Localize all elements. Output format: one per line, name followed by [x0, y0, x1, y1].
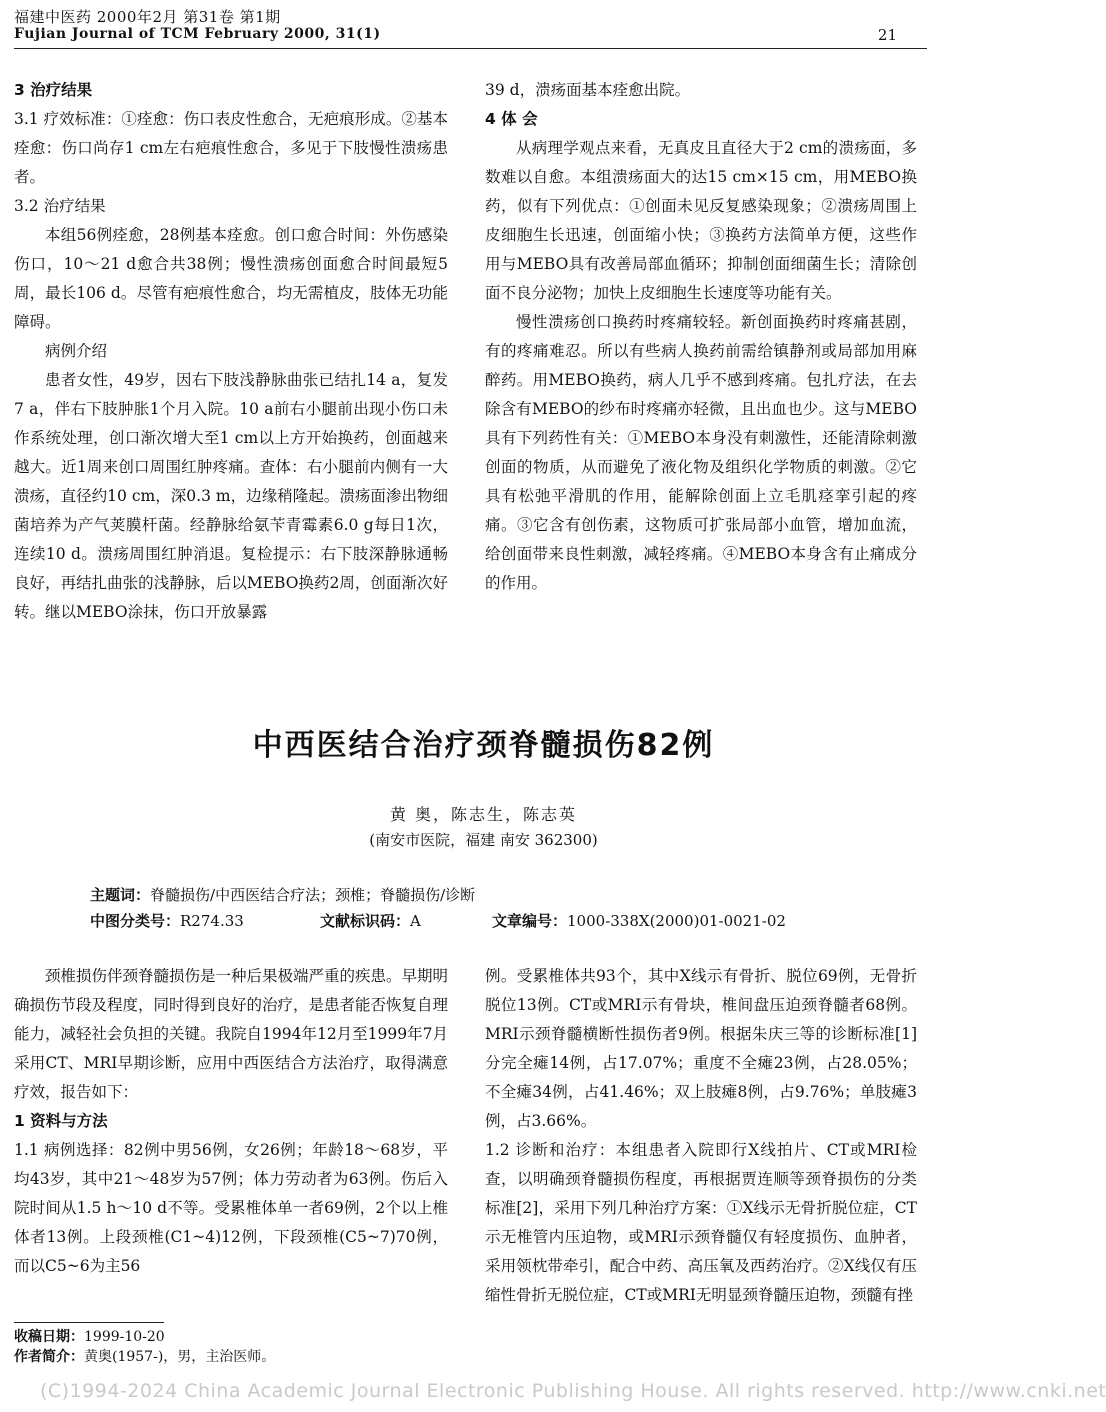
- journal-header-cn: 福建中医药 2000年2月 第31卷 第1期: [14, 8, 281, 26]
- doc-code-label: 文献标识码：: [320, 912, 411, 930]
- header-rule: [14, 48, 927, 49]
- article-affiliation: (南安市医院，福建 南安 362300): [369, 831, 598, 849]
- section-heading: 4 体 会: [485, 110, 538, 128]
- author-bio: [14, 1346, 275, 1366]
- article-no-label: 文章编号：: [492, 912, 568, 930]
- paragraph: 本组56例痊愈，28例基本痊愈。创口愈合时间：外伤感染伤口，10～21 d愈合共38例；慢性溃疡创面愈合时间最短5周，最长106 d。尽管有疤痕性愈合，均无需植皮，肢体无功能障碍。: [14, 226, 448, 331]
- classification-line: [90, 910, 890, 931]
- section-heading: 3 治疗结果: [14, 81, 93, 99]
- clc-value: R274.33: [180, 912, 244, 930]
- received-label: 收稿日期：: [14, 1329, 84, 1345]
- received-date: [14, 1326, 165, 1346]
- body-left-column: [14, 962, 448, 1281]
- section-heading: 1 资料与方法: [14, 1112, 108, 1130]
- page-number: 21: [877, 26, 897, 44]
- author-bio-label: 作者简介：: [14, 1349, 84, 1365]
- paragraph: 1.1 病例选择：82例中男56例，女26例；年龄18～68岁，平均43岁，其中21～48岁为57例；体力劳动者为63例。伤后入院时间从1.5 h～10 d不等。受累椎体单一者69例，2个以上椎体者13例。上段颈椎(C1~4)12例，下段颈椎(C5~7)70例，而以C5~6为主56: [14, 1141, 448, 1275]
- prev-article-right-column: [485, 76, 917, 598]
- paragraph: 颈椎损伤伴颈脊髓损伤是一种后果极端严重的疾患。早期明确损伤节段及程度，同时得到良好的治疗，是患者能否恢复自理能力，减轻社会负担的关键。我院自1994年12月至1999年7月采用CT、MRI早期诊断，应用中西医结合方法治疗，取得满意疗效，报告如下：: [14, 967, 449, 1101]
- doc-code-value: A: [410, 912, 421, 930]
- article-no-value: 1000-338X(2000)01-0021-02: [567, 912, 786, 930]
- paragraph: 慢性溃疡创口换药时疼痛较轻。新创面换药时疼痛甚剧，有的疼痛难忍。所以有些病人换药前需给镇静剂或局部加用麻醉药。用MEBO换药，病人几乎不感到疼痛。包扎疗法，在去除含有MEBO的纱布时疼痛亦轻微，且出血也少。这与MEBO具有下列药性有关：①MEBO本身没有刺激性，还能清除刺激创面的物质，从而避免了液化物及组织化学物质的刺激。②它具有松弛平滑肌的作用，能解除创面上立毛肌痉挛引起的疼痛。③它含有创伤素，这物质可扩张局部小血管，增加血流，给创面带来良性刺激，减轻疼痛。④MEBO本身含有止痛成分的作用。: [485, 313, 917, 592]
- paragraph: 病例介绍: [45, 342, 108, 360]
- journal-header-en: Fujian Journal of TCM February 2000, 31(1): [14, 26, 381, 42]
- footnote-rule: [14, 1322, 164, 1323]
- paragraph: 患者女性，49岁，因右下肢浅静脉曲张已结扎14 a，复发7 a，伴右下肢肿胀1个月入院。10 a前右小腿前出现小伤口未作系统处理，创口渐次增大至1 cm以上方开始换药，创面越来越大。近1周来创口周围红肿疼痛。查体：右小腿前内侧有一大溃疡，直径约10 cm，深0.3 m，边缘稍隆起。溃疡面渗出物细菌培养为产气荚膜杆菌。经静脉给氨苄青霉素6.0 g每日1次，连续10 d。溃疡周围红肿消退。复检提示：右下肢深静脉通畅良好，再结扎曲张的浅静脉，后以MEBO换药2周，创面渐次好转。继以MEBO涂抹，伤口开放暴露: [14, 371, 448, 621]
- article-title: 中西医结合治疗颈脊髓损伤82例: [252, 728, 715, 763]
- keywords-value: 脊髓损伤/中西医结合疗法；颈椎；脊髓损伤/诊断: [150, 886, 476, 904]
- paragraph: 3.1 疗效标准：①痊愈：伤口表皮性愈合，无疤痕形成。②基本痊愈：伤口尚存1 cm左右疤痕性愈合，多见于下肢慢性溃疡患者。: [14, 110, 448, 186]
- prev-article-left-column: [14, 76, 448, 627]
- copyright-watermark: (C)1994-2024 China Academic Journal Electronic Publishing House. All rights reserved. http://www.cnki.net: [40, 1380, 1106, 1402]
- keywords-label: 主题词：: [90, 886, 151, 904]
- paragraph: 39 d，溃疡面基本痊愈出院。: [485, 81, 691, 99]
- received-value: 1999-10-20: [84, 1329, 165, 1345]
- article-authors: 黄 奥，陈志生，陈志英: [389, 805, 578, 824]
- keywords-line: [90, 884, 475, 905]
- paragraph: 从病理学观点来看，无真皮且直径大于2 cm的溃疡面，多数难以自愈。本组溃疡面大的达15 cm×15 cm，用MEBO换药，似有下列优点：①创面未见反复感染现象；②溃疡周围上皮细胞生长迅速，创面缩小快；③换药方法简单方便，这些作用与MEBO具有改善局部血循环；抑制创面细菌生长；清除创面不良分泌物；加快上皮细胞生长速度等功能有关。: [485, 139, 917, 302]
- paragraph: 3.2 治疗结果: [14, 197, 106, 215]
- paragraph: 1.2 诊断和治疗：本组患者入院即行X线拍片、CT或MRI检查，以明确颈脊髓损伤程度，再根据贾连顺等颈脊损伤的分类标准[2]，采用下列几种治疗方案：①X线示无骨折脱位症，CT示无椎管内压迫物，或MRI示颈脊髓仅有轻度损伤、血肿者，采用领枕带牵引，配合中药、高压氧及西药治疗。②X线仅有压缩性骨折无脱位症，CT或MRI无明显颈脊髓压迫物，颈髓有挫: [485, 1141, 917, 1304]
- paragraph: 例。受累椎体共93个，其中X线示有骨折、脱位69例，无骨折脱位13例。CT或MRI示有骨块，椎间盘压迫颈脊髓者68例。MRI示颈脊髓横断性损伤者9例。根据朱庆三等的诊断标准[1]分完全瘫14例，占17.07%；重度不全瘫23例，占28.05%；不全瘫34例，占41.46%；双上肢瘫8例，占9.76%；单肢瘫3例，占3.66%。: [485, 967, 917, 1130]
- clc-label: 中图分类号：: [90, 912, 181, 930]
- author-bio-value: 黄奥(1957-)，男，主治医师。: [84, 1349, 276, 1365]
- body-right-column: [485, 962, 917, 1310]
